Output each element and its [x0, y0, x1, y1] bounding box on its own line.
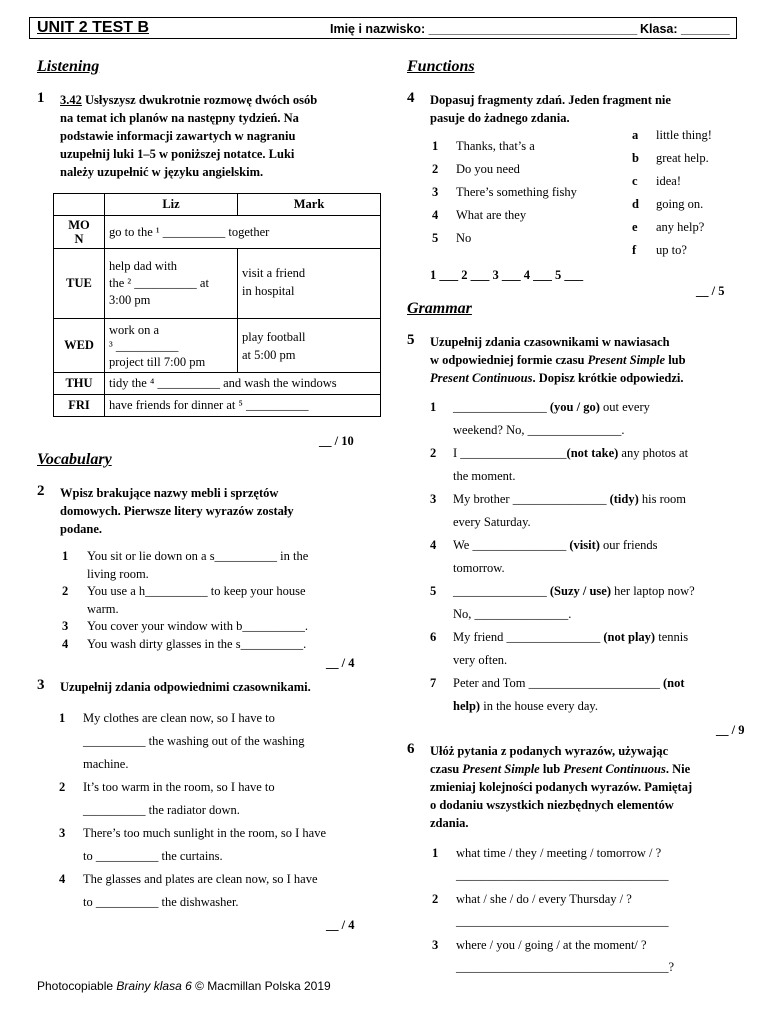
list-item — [432, 227, 577, 250]
item-text: The glasses and plates are clean now, so I have — [83, 872, 318, 886]
ex4-left-list — [432, 135, 577, 250]
name-blank: ______________________________ — [428, 22, 638, 36]
col-liz: Liz — [105, 194, 238, 216]
item-number: 2 — [62, 584, 69, 598]
item-text: Peter and Tom _____________________ — [453, 676, 663, 690]
list-item — [430, 580, 740, 603]
item-number: 1 — [432, 846, 439, 860]
ex4-right-list — [632, 124, 712, 262]
list-item — [432, 204, 577, 227]
tue-liz — [105, 249, 238, 319]
item-number: 2 — [432, 892, 439, 906]
ex4-instr-line: pasuje do żadnego zdania. — [430, 111, 570, 125]
list-item — [430, 534, 740, 557]
ex6-instr-line: o dodaniu wszystkich niezbędnych elementów — [430, 798, 674, 812]
list-item — [632, 193, 712, 216]
ex6-number: 6 — [407, 741, 415, 757]
ex2-score: __ / 4 — [326, 656, 355, 670]
day-thu: THU — [54, 373, 105, 395]
item-text: where / you / going / at the moment/ ? — [456, 938, 647, 952]
item-text: I _________________ — [453, 446, 567, 460]
item-text: My clothes are clean now, so I have to — [83, 711, 275, 725]
list-item — [432, 181, 577, 204]
day-fri: FRI — [54, 395, 105, 417]
item-text: Thanks, that’s a — [456, 139, 535, 153]
ex6-instr-line: zmieniaj kolejności podanych wyrazów. Pamiętaj — [430, 780, 693, 794]
list-item — [59, 776, 379, 799]
item-text: What are they — [456, 208, 527, 222]
item-text: out every — [599, 400, 650, 414]
item-text: her laptop now? — [611, 584, 695, 598]
item-text: machine. — [83, 757, 129, 771]
ex4-number: 4 — [407, 90, 415, 106]
item-number: 4 — [430, 538, 437, 552]
item-letter: e — [632, 220, 638, 234]
item-text: living room. — [87, 566, 149, 581]
instr-part: . Dopisz krótkie odpowiedzi. — [532, 371, 684, 385]
footer-part: Brainy klasa 6 — [116, 979, 192, 993]
item-number: 3 — [59, 826, 66, 840]
item-number: 2 — [430, 446, 437, 460]
list-item — [430, 672, 740, 695]
item-number: 5 — [432, 231, 439, 245]
item-number: 1 — [432, 139, 439, 153]
list-item — [432, 888, 674, 910]
day-wed: WED — [54, 319, 105, 373]
item-number: 4 — [59, 872, 66, 886]
item-text: We _______________ — [453, 538, 570, 552]
item-text: going on. — [656, 197, 704, 211]
ex2-instr-line: podane. — [60, 522, 103, 536]
cell-line: play football — [242, 329, 306, 344]
class-label: Klasa: — [640, 22, 678, 36]
item-text: to __________ the dishwasher. — [83, 895, 239, 909]
answer-line[interactable]: __________________________________ — [456, 914, 669, 928]
item-text: tomorrow. — [453, 561, 505, 575]
item-text: warm. — [87, 601, 119, 616]
functions-title: Functions — [407, 58, 475, 75]
col-mark: Mark — [238, 194, 381, 216]
list-item — [432, 135, 577, 158]
item-text: his room — [638, 492, 686, 506]
ex1-score: __ / 10 — [319, 434, 354, 448]
item-text: little thing! — [656, 128, 712, 142]
tue-mark — [238, 249, 381, 319]
item-text: You sit or lie down on a s__________ in the — [87, 549, 309, 563]
cell-line: ³ __________ — [109, 338, 179, 353]
ex6-instr-line: zdania. — [430, 816, 469, 830]
ex1-instr-line: Usłyszysz dwukrotnie rozmowę dwóch osób — [85, 93, 318, 107]
list-item-cont — [430, 695, 740, 718]
cell-line: help dad with — [109, 259, 178, 273]
item-letter: c — [632, 174, 638, 188]
ex1-instruction — [60, 91, 380, 181]
item-text: My friend _______________ — [453, 630, 604, 644]
item-verb: (not — [663, 676, 685, 690]
ex6-instr-line: Ułóż pytania z podanych wyrazów, używając — [430, 744, 669, 758]
item-number: 3 — [432, 185, 439, 199]
wed-liz — [105, 319, 238, 373]
item-number: 5 — [430, 584, 437, 598]
name-field — [330, 22, 637, 36]
item-text: any help? — [656, 220, 705, 234]
cell-line: at 5:00 pm — [242, 347, 296, 362]
item-text: idea! — [656, 174, 681, 188]
cell-line: 3:00 pm — [109, 293, 151, 307]
item-letter: f — [632, 243, 637, 257]
list-item — [432, 934, 674, 956]
ex3-instruction: Uzupełnij zdania odpowiednimi czasownikami. — [60, 680, 311, 694]
ex1-number: 1 — [37, 90, 45, 106]
ex2-instruction — [60, 484, 380, 538]
item-number: 2 — [59, 780, 66, 794]
list-item — [432, 842, 674, 864]
item-number: 2 — [432, 162, 439, 176]
day-tue: TUE — [54, 249, 105, 319]
list-item — [632, 124, 712, 147]
cell-line: visit a friend — [242, 266, 306, 280]
list-item — [430, 626, 740, 649]
item-text: up to? — [656, 243, 687, 257]
item-verb: (not take) — [566, 446, 619, 460]
ex4-answers: 1 ___ 2 ___ 3 ___ 4 ___ 5 ___ — [430, 268, 584, 282]
item-text: what time / they / meeting / tomorrow / ? — [456, 846, 662, 860]
ex5-instruction — [430, 333, 686, 387]
fri-plan: have friends for dinner at ⁵ __________ — [105, 395, 381, 417]
item-text: There’s something fishy — [456, 185, 577, 199]
ex4-instr-line: Dopasuj fragmenty zdań. Jeden fragment nie — [430, 93, 671, 107]
item-text: No — [456, 231, 472, 245]
ex5-number: 5 — [407, 332, 415, 348]
list-item — [430, 442, 740, 465]
instr-part: Present Simple — [587, 353, 666, 367]
ex1-instr-line: należy uzupełnić w języku angielskim. — [60, 165, 264, 179]
grammar-title: Grammar — [407, 300, 472, 317]
item-text: __________ the radiator down. — [83, 803, 240, 817]
item-text: No, _______________. — [453, 607, 572, 621]
item-verb: (you / go) — [549, 400, 600, 414]
list-item — [62, 548, 372, 566]
ex5-items — [430, 396, 740, 718]
item-verb: (Suzy / use) — [549, 584, 611, 598]
item-verb: (tidy) — [609, 492, 639, 506]
list-item — [632, 239, 712, 262]
item-text: weekend? No, _______________. — [453, 423, 625, 437]
ex3-number: 3 — [37, 677, 45, 693]
item-text: You use a h__________ to keep your house — [87, 584, 306, 598]
day-mon — [54, 216, 105, 249]
item-number: 1 — [430, 400, 437, 414]
cell-line: work on a — [109, 322, 159, 337]
list-item — [632, 147, 712, 170]
ex2-number: 2 — [37, 483, 45, 499]
item-text: what / she / do / every Thursday / ? — [456, 892, 632, 906]
item-verb: (visit) — [569, 538, 600, 552]
item-letter: d — [632, 197, 639, 211]
instr-part: lub — [665, 353, 686, 367]
item-number: 3 — [62, 619, 69, 633]
item-text: _______________ — [453, 400, 550, 414]
item-text: in the house every day. — [480, 699, 598, 713]
ex5-instr-line — [430, 369, 686, 387]
answer-line[interactable]: __________________________________? — [456, 960, 675, 974]
list-item — [632, 170, 712, 193]
table-corner — [54, 194, 105, 216]
class-blank: _______ — [681, 22, 730, 36]
item-number: 7 — [430, 676, 437, 690]
list-item — [432, 158, 577, 181]
item-text: any photos at — [618, 446, 689, 460]
instr-part: w odpowiedniej formie czasu — [430, 353, 588, 367]
vocabulary-title: Vocabulary — [37, 451, 112, 468]
item-text: tennis — [655, 630, 689, 644]
item-text: to __________ the curtains. — [83, 849, 223, 863]
item-text: great help. — [656, 151, 709, 165]
instr-part: lub — [539, 762, 564, 776]
ex6-instr-line — [430, 760, 692, 778]
ex2-instr-line: Wpisz brakujące nazwy mebli i sprzętów — [60, 486, 279, 500]
item-number: 1 — [59, 711, 66, 725]
ex5-score: __ / 9 — [716, 723, 745, 737]
list-item — [62, 636, 372, 654]
ex2-items — [62, 548, 372, 653]
track-number: 3.42 — [60, 93, 82, 107]
item-text: __________ the washing out of the washing — [83, 734, 305, 748]
ex1-instr-line: podstawie informacji zawartych w nagraniu — [60, 129, 296, 143]
cell-line: in hospital — [242, 284, 295, 298]
class-field — [640, 22, 730, 36]
instr-part: . Nie — [665, 762, 691, 776]
item-verb: help) — [453, 699, 481, 713]
item-number: 3 — [430, 492, 437, 506]
list-item — [430, 396, 740, 419]
item-text: our friends — [599, 538, 658, 552]
list-item — [62, 618, 372, 636]
instr-part: Present Simple — [462, 762, 540, 776]
item-text: There’s too much sunlight in the room, so I have — [83, 826, 327, 840]
instr-part: Present Continuous — [430, 371, 533, 385]
mon-plan: go to the ¹ __________ together — [105, 216, 381, 249]
ex1-instr-line: na temat ich planów na następny tydzień. Na — [60, 111, 299, 125]
listening-title: Listening — [37, 58, 100, 75]
list-item — [59, 868, 379, 891]
item-number: 4 — [62, 636, 69, 651]
list-item — [59, 822, 379, 845]
item-text: You cover your window with b__________. — [87, 619, 308, 633]
answer-line[interactable]: __________________________________ — [456, 868, 669, 882]
item-text: Do you need — [456, 162, 520, 176]
item-text: It’s too warm in the room, so I have to — [83, 780, 275, 794]
unit-title: UNIT 2 TEST B — [37, 19, 150, 36]
item-number: 4 — [432, 208, 439, 222]
item-text: You wash dirty glasses in the s__________. — [87, 636, 307, 651]
ex5-instr-line: Uzupełnij zdania czasownikami w nawiasach — [430, 335, 670, 349]
ex6-instruction — [430, 742, 692, 832]
ex4-score: __ / 5 — [696, 284, 725, 298]
header-bar — [29, 17, 737, 39]
footer-copyright — [37, 979, 331, 993]
item-letter: b — [632, 151, 639, 165]
day-mon-label: MON — [68, 218, 90, 246]
footer-part: Photocopiable — [37, 979, 117, 993]
list-item — [62, 583, 372, 601]
wed-mark — [238, 319, 381, 373]
item-text: very often. — [453, 653, 508, 667]
list-item — [632, 216, 712, 239]
item-number: 1 — [62, 549, 69, 563]
thu-plan: tidy the ⁴ __________ and wash the windows — [105, 373, 381, 395]
item-letter: a — [632, 128, 639, 142]
item-text: every Saturday. — [453, 515, 531, 529]
item-number: 6 — [430, 630, 437, 644]
ex6-items — [432, 842, 674, 978]
item-verb: (not play) — [603, 630, 656, 644]
ex3-score: __ / 4 — [326, 918, 355, 932]
ex2-instr-line: domowych. Pierwsze litery wyrazów zostały — [60, 504, 294, 518]
item-number: 3 — [432, 938, 439, 952]
ex4-instruction — [430, 91, 671, 127]
cell-line: the ² __________ at — [109, 276, 209, 290]
item-text: the moment. — [453, 469, 516, 483]
instr-part: Present Continuous — [563, 762, 666, 776]
ex3-items — [59, 707, 379, 914]
list-item — [59, 707, 379, 730]
instr-part: czasu — [430, 762, 463, 776]
ex1-instr-line: uzupełnij luki 1–5 w poniższej notatce. Luki — [60, 147, 295, 161]
item-text: My brother _______________ — [453, 492, 610, 506]
cell-line: project till 7:00 pm — [109, 354, 206, 369]
plans-table — [53, 193, 381, 417]
name-label: Imię i nazwisko: — [330, 22, 426, 36]
footer-part: © Macmillan Polska 2019 — [191, 979, 331, 993]
list-item — [430, 488, 740, 511]
item-text: _______________ — [453, 584, 550, 598]
ex5-instr-line — [430, 351, 686, 369]
